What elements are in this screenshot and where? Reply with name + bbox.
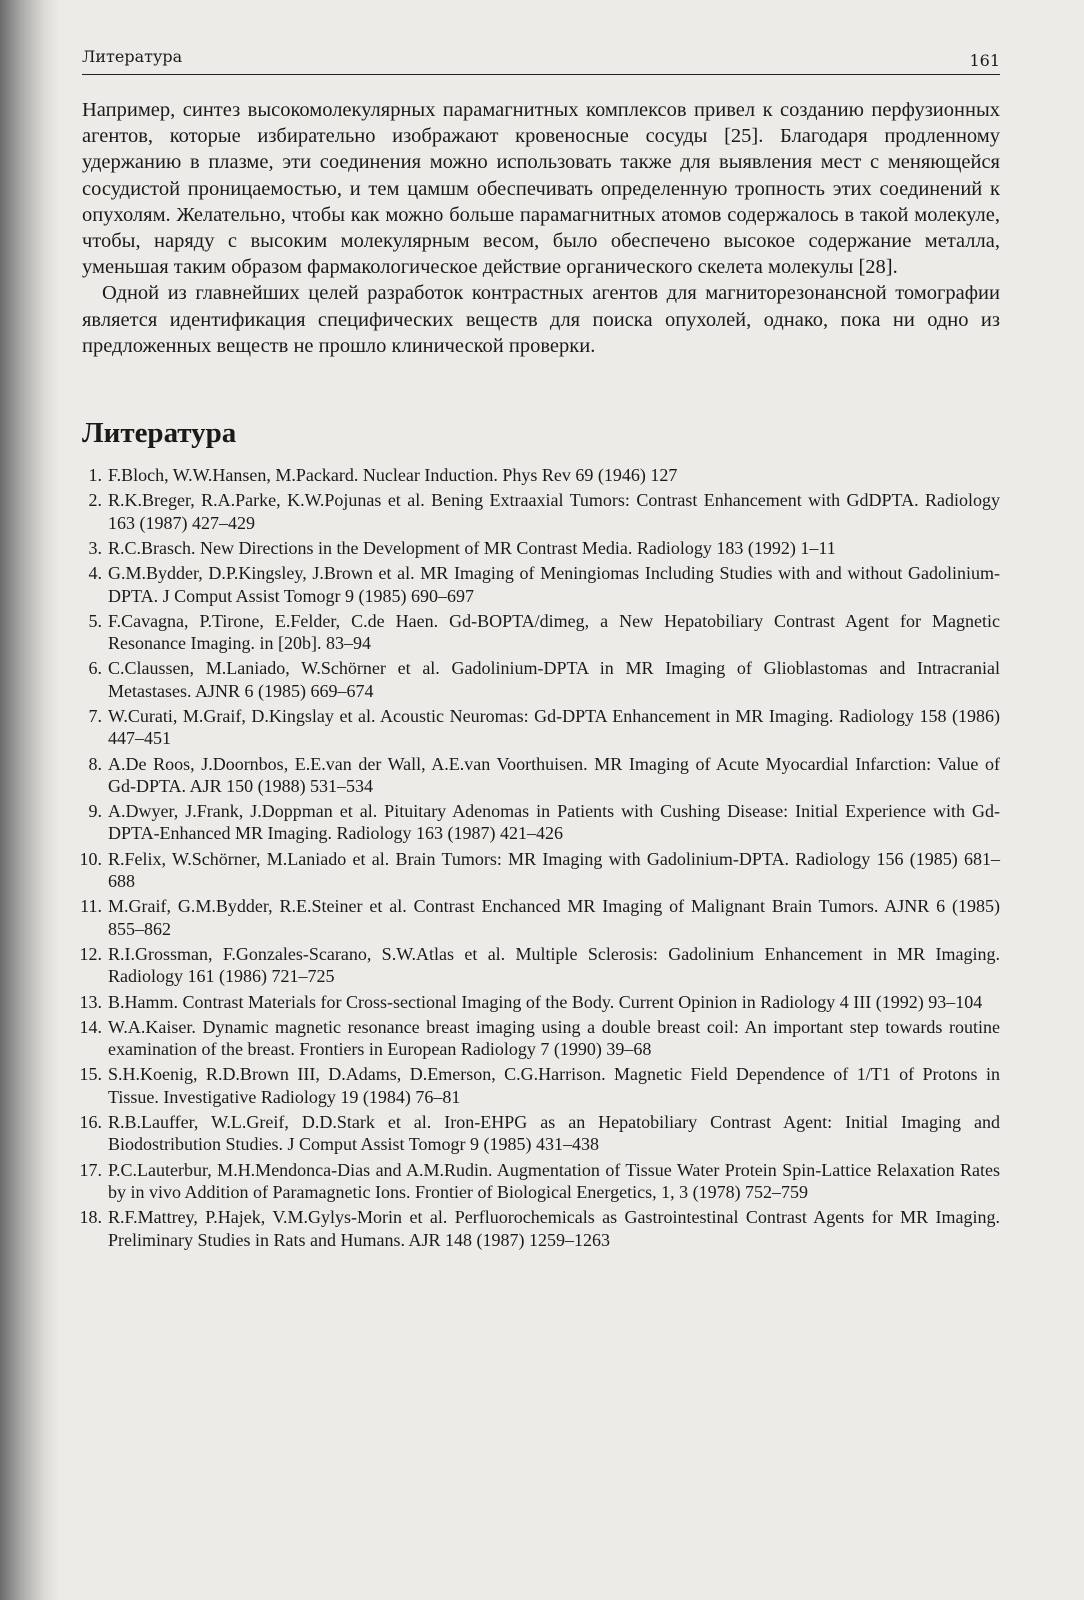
reference-number: 13. <box>79 991 102 1012</box>
reference-text: F.Cavagna, P.Tirone, E.Felder, C.de Haen. Gd-BOPTA/dimeg, a New Hepatobiliary Contrast Agent for Magnetic Resonance Imaging. in [20b]. 83–94 <box>108 610 1000 654</box>
reference-text: R.Felix, W.Schörner, M.Laniado et al. Brain Tumors: MR Imaging with Gadolinium-DPTA. Radiology 156 (1985) 681–688 <box>108 848 1000 892</box>
reference-item <box>82 657 1000 702</box>
reference-text: R.B.Lauffer, W.L.Greif, D.D.Stark et al. Iron-EHPG as an Hepatobiliary Contrast Agent: Initial Imaging and Biodostribution Studies. J Comput Assist Tomogr 9 (1985) 431–438 <box>108 1112 1000 1155</box>
reference-text: W.A.Kaiser. Dynamic magnetic resonance breast imaging using a double breast coil: An important step towards routine examination of the breast. Frontiers in European Radiology 7 (1990) 39–68 <box>108 1016 1000 1060</box>
reference-number: 12. <box>79 943 102 964</box>
reference-number: 10. <box>79 848 102 869</box>
reference-item <box>79 848 1000 893</box>
book-spine-shadow <box>0 0 60 1600</box>
reference-number: 3. <box>88 537 102 558</box>
reference-text: R.F.Mattrey, P.Hajek, V.M.Gylys-Morin et al. Perfluorochemicals as Gastrointestinal Contrast Agents for MR Imaging. Preliminary Studies in Rats and Humans. AJR 148 (1987) 1259–1263 <box>108 1207 1000 1250</box>
reference-number: 7. <box>88 706 102 726</box>
reference-text: P.C.Lauterbur, M.H.Mendonca-Dias and A.M.Rudin. Augmentation of Tissue Water Protein Spin-Lattice Relaxation Rates by in vivo Addition of Paramagnetic Ions. Frontier of Biological Energetics, 1, 3 (1978) 752–759 <box>108 1159 1000 1202</box>
reference-item <box>79 1016 1000 1061</box>
page-number: 161 <box>969 51 1000 70</box>
reference-text: R.K.Breger, R.A.Parke, K.W.Pojunas et al. Bening Extraaxial Tumors: Contrast Enhancement with GdDPTA. Radiology 163 (1987) 427–429 <box>108 490 1000 533</box>
reference-item <box>82 537 1000 559</box>
reference-text: R.C.Brasch. New Directions in the Development of MR Contrast Media. Radiology 183 (1992) 1–11 <box>108 537 836 558</box>
body-text <box>82 97 1000 359</box>
reference-item <box>79 991 1000 1013</box>
reference-text: A.De Roos, J.Doornbos, E.E.van der Wall, A.E.van Voorthuisen. MR Imaging of Acute Myocardial Infarction: Value of Gd-DPTA. AJR 150 (1988) 531–534 <box>108 753 1000 796</box>
reference-number: 18. <box>79 1207 102 1228</box>
reference-item <box>79 1206 1000 1251</box>
running-head-title: Литература <box>82 47 183 66</box>
reference-number: 6. <box>88 658 102 679</box>
reference-item <box>82 489 1000 534</box>
reference-text: S.H.Koenig, R.D.Brown III, D.Adams, D.Emerson, C.G.Harrison. Magnetic Field Dependence of 1/T1 of Protons in Tissue. Investigative Radiology 19 (1984) 76–81 <box>108 1064 1000 1107</box>
reference-text: A.Dwyer, J.Frank, J.Doppman et al. Pituitary Adenomas in Patients with Cushing Disease: Initial Experience with Gd-DPTA-Enhanced MR Imaging. Radiology 163 (1987) 421–426 <box>108 801 1000 844</box>
reference-number: 15. <box>79 1064 102 1085</box>
reference-number: 1. <box>88 465 102 486</box>
reference-number: 8. <box>88 753 102 774</box>
reference-number: 11. <box>80 896 102 917</box>
reference-number: 16. <box>79 1112 102 1133</box>
reference-number: 17. <box>79 1159 102 1180</box>
running-head <box>82 40 1000 75</box>
reference-item <box>79 1159 1000 1204</box>
reference-text: B.Hamm. Contrast Materials for Cross-sectional Imaging of the Body. Current Opinion in Radiology 4 III (1992) 93–104 <box>108 991 983 1012</box>
book-page <box>79 40 1000 1580</box>
reference-item <box>82 800 1000 845</box>
body-paragraph: Например, синтез высокомолекулярных парамагнитных комплексов привел к созданию перфузионных агентов, которые избирательно изображают кровеносные сосуды [25]. Благодаря продленному удержанию в плазме, эти соединения можно использовать также для выявления мест с меняющейся сосудистой проницаемостью, и тем цамшм обеспечивать определенную тропность этих соединений к опухолям. Желательно, чтобы как можно больше парамагнитных атомов содержалось в такой молекуле, чтобы, наряду с высоким молекулярным весом, было обеспечено высокое содержание металла, уменьшая таким образом фармакологическое действие органического скелета молекулы [28]. <box>82 99 1000 279</box>
reference-text: C.Claussen, M.Laniado, W.Schörner et al. Gadolinium-DPTA in MR Imaging of Glioblastomas and Intracranial Metastases. AJNR 6 (1985) 669–674 <box>108 658 1000 701</box>
reference-item <box>82 753 1000 798</box>
reference-item <box>79 1111 1000 1156</box>
reference-text: G.M.Bydder, D.P.Kingsley, J.Brown et al. MR Imaging of Meningiomas Including Studies with and without Gadolinium-DPTA. J Comput Assist Tomogr 9 (1985) 690–697 <box>108 563 1000 606</box>
reference-item <box>82 562 1000 607</box>
reference-text: M.Graif, G.M.Bydder, R.E.Steiner et al. Contrast Enchanced MR Imaging of Malignant Brain Tumors. AJNR 6 (1985) 855–862 <box>108 896 1000 939</box>
reference-number: 14. <box>79 1016 102 1037</box>
reference-item <box>79 943 1000 988</box>
references-heading: Литература <box>82 417 237 450</box>
reference-number: 4. <box>88 563 102 584</box>
reference-item <box>79 1063 1000 1108</box>
reference-item <box>82 895 1000 940</box>
reference-list <box>79 464 1000 1251</box>
reference-text: R.I.Grossman, F.Gonzales-Scarano, S.W.Atlas et al. Multiple Sclerosis: Gadolinium Enhancement in MR Imaging. Radiology 161 (1986) 721–725 <box>108 943 1000 987</box>
reference-item <box>82 610 1000 655</box>
reference-number: 9. <box>88 801 102 822</box>
body-paragraph: Одной из главнейших целей разработок контрастных агентов для магниторезонансной томографии является идентификация специфических веществ для поиска опухолей, однако, пока ни одно из предложенных веществ не прошло клинической проверки. <box>82 282 1000 357</box>
reference-number: 2. <box>88 490 102 511</box>
reference-item <box>82 705 1000 750</box>
reference-item <box>82 464 1000 486</box>
reference-text: W.Curati, M.Graif, D.Kingslay et al. Acoustic Neuromas: Gd-DPTA Enhancement in MR Imaging. Radiology 158 (1986) 447–451 <box>108 706 1000 749</box>
reference-number: 5. <box>88 610 102 631</box>
reference-text: F.Bloch, W.W.Hansen, M.Packard. Nuclear Induction. Phys Rev 69 (1946) 127 <box>108 465 678 486</box>
